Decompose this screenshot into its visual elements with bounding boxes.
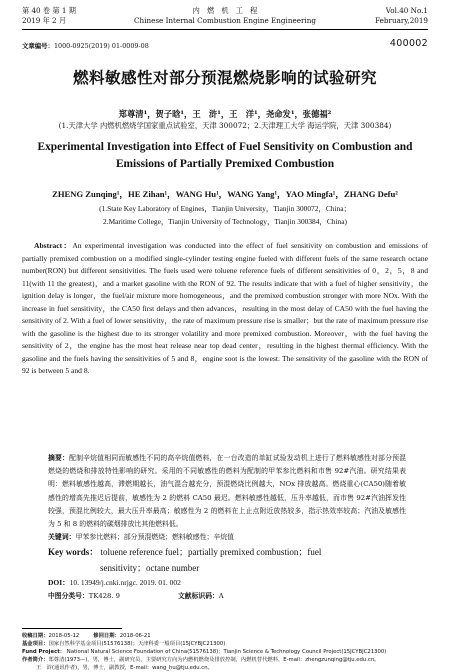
keywords-cn-label: 关键词： xyxy=(48,533,76,542)
keywords-english xyxy=(48,544,406,576)
header-vol-no: Vol.40 No.1 xyxy=(385,6,428,15)
footnotes xyxy=(22,632,428,672)
fund-en-text: National Natural Science Foundation of China(51576138)；Tianjin Science & Technology Council Project(15JCYBJC21300) xyxy=(66,649,387,656)
footnote-author xyxy=(22,656,428,664)
footnote-fund-cn xyxy=(22,640,428,648)
article-number-label: 文章编号： xyxy=(22,42,54,50)
header-journal xyxy=(22,6,428,26)
keywords-en-line2: sensitivity；octane number xyxy=(100,563,200,574)
keywords-cn-text: 甲苯参比燃料；部分预混燃烧；燃料敏感性；辛烷值 xyxy=(75,533,235,542)
abstract-cn-label: 摘要： xyxy=(48,454,70,462)
revised-date: 2018-06-21 xyxy=(119,633,151,639)
received-date: 2018-05-12 xyxy=(48,633,80,639)
keywords-en-label: Key words： xyxy=(48,547,99,558)
page-id: 400002 xyxy=(389,38,428,49)
authors-english: ZHENG Zunqing¹，HE Zihan¹，WANG Hu¹，WANG Yang¹，YAO Mingfa¹，ZHANG Defu² xyxy=(52,189,398,199)
chinese-abstract-block xyxy=(48,452,406,603)
article-number xyxy=(22,41,149,50)
affiliation-2: 2.Maritime College，Tianjin University of Technology，Tianjin 300384，China) xyxy=(103,217,347,226)
clc-value: TK428. 9 xyxy=(88,591,121,600)
affiliations-chinese: (1.天津大学 内燃机燃烧学国家重点试验室，天津 300072；2.天津理工大学 海运学院，天津 300384) xyxy=(58,121,392,130)
title-english: Experimental Investigation into Effect of Fuel Sensitivity on Combustion and Emissions of Partially Premixed Combustion xyxy=(37,141,413,170)
authors-chinese: 郑尊清¹，贺子晗¹，王 浒¹，王 洋¹，尧命发¹，张德福² xyxy=(118,109,332,119)
footnote-fund-en xyxy=(22,648,428,656)
fund-cn-label: 基金项目： xyxy=(22,641,49,648)
footnote-corresponding xyxy=(22,664,428,672)
title-chinese: 燃料敏感性对部分预混燃烧影响的试验研究 xyxy=(73,69,377,87)
header-rule xyxy=(22,29,428,30)
header-date-en: February,2019 xyxy=(375,16,428,25)
clc-label: 中图分类号： xyxy=(48,591,89,600)
journal-name-en: Chinese Internal Combustion Engine Engineering xyxy=(134,16,316,25)
footnote-dates xyxy=(22,632,428,640)
revised-label: 修回日期： xyxy=(93,633,120,639)
doi-label: DOI： xyxy=(48,578,70,588)
abstract-cn-text: 配制辛烷值相同而敏感性不同的高辛烷值燃料，在一台改造的单缸试验发动机上进行了燃料敏感性对部分预混燃烧的燃烧和排放特性影响的研究。采用的不同敏感性的燃料为配制的甲苯参比燃料和市售 92#汽油。研究结果表明：燃料敏感性越高，滞燃期越长，油气混合越充分，预混燃烧比例越大，NOx 排放越高。燃烧重心(CA50)随着敏感性的增高先推迟后提前，敏感性为 2 的燃料 CA50 最迟。燃料敏感性越低，压升率越低，而市售 92#汽油挥发性较强，预混比例较大，最大压升率最高；敏感性为 2 的燃料在上止点附近放热较多，指示热效率较高；汽油及敏感性为 5 和 8 的燃料的碳烟排放比其他燃料低。 xyxy=(48,454,407,529)
author-bio-text: 郑尊清(1973—)，男，博士，副研究员，主要研究方向为内燃机燃烧及排放控制，内燃机替代燃料，E-mail：zhengzunqing@tju.edu.cn。 xyxy=(48,657,380,664)
doc-code-value: A xyxy=(218,591,224,600)
keywords-chinese xyxy=(48,531,406,544)
abstract-label: Abstract： xyxy=(34,241,73,250)
doi xyxy=(48,576,406,589)
article-number-value: 1000-0925(2019) 01-0009-08 xyxy=(53,42,149,50)
author-bio-label: 作者简介： xyxy=(22,657,49,664)
footnote-rule xyxy=(22,628,122,629)
header-date-cn: 2019 年 2 月 xyxy=(22,16,67,25)
abstract-text: An experimental investigation was conducted into the effect of fuel sensitivity on combustion and emissions of partially premixed combustion on a modified single-cylinder testing engine fueled with different fuels of the same research octane number(RON) but different sensitivities. The fuels used were toluene reference fuels of different sensitivities of 0，2，5，8 and 11(with 11 the greatest)，and a market gasoline with the RON of 92. The results indicate that with a fuel of higher sensitivity，the ignition delay is longer，the fuel/air mixture more homogeneous，and the premixed combustion stronger with more NOx. With the increase in fuel sensitivity，the CA50 first delays and then advances，resulting in the most delay of CA50 with the fuel having the sensitivity of 2. With a fuel of lower sensitivity，the rate of maximum pressure rise is smaller；but the rate of maximum pressure rise with the gasoline is the highest due to its stronger volatility and more premixed combustion. Moreover，with the fuel having the sensitivity of 2，the engine has the most heat release near top dead center，resulting in the highest thermal efficiency. With the gasoline and the fuels having the sensitivities of 5 and 8，engine soot is the lowest. The sensitivity of the gasoline with the RON of 92 is between 5 and 8. xyxy=(22,241,428,376)
doc-code-label: 文献标识码： xyxy=(178,591,219,600)
classification xyxy=(48,590,406,603)
keywords-en-line1: toluene reference fuel；partially premixed combustion；fuel xyxy=(100,547,322,558)
affiliations-english xyxy=(0,202,450,228)
journal-name-cn: 内 燃 机 工 程 xyxy=(192,6,258,15)
doi-value: 10. 13949/j.cnki.nrjgc. 2019. 01. 002 xyxy=(69,578,181,588)
header-volume-issue: 第 40 卷 第 1 期 xyxy=(22,6,76,15)
header-volume-en xyxy=(375,6,428,26)
fund-cn-text: 国家自然科学基金项目(51576138)；天津科委一般项目(15JCYBJC21300) xyxy=(48,641,226,648)
fund-en-label: Fund Project： xyxy=(22,649,66,656)
received-label: 收稿日期： xyxy=(22,633,49,639)
corresponding-author: 王 浒(通讯作者)，男，博士，副教授，E-mail：wang_hu@tju.edu.cn。 xyxy=(36,665,213,672)
affiliation-1: (1.State Key Laboratory of Engines，Tianjin University，Tianjin 300072，China； xyxy=(99,204,351,213)
abstract-english xyxy=(22,240,428,378)
abstract-chinese xyxy=(48,452,406,531)
